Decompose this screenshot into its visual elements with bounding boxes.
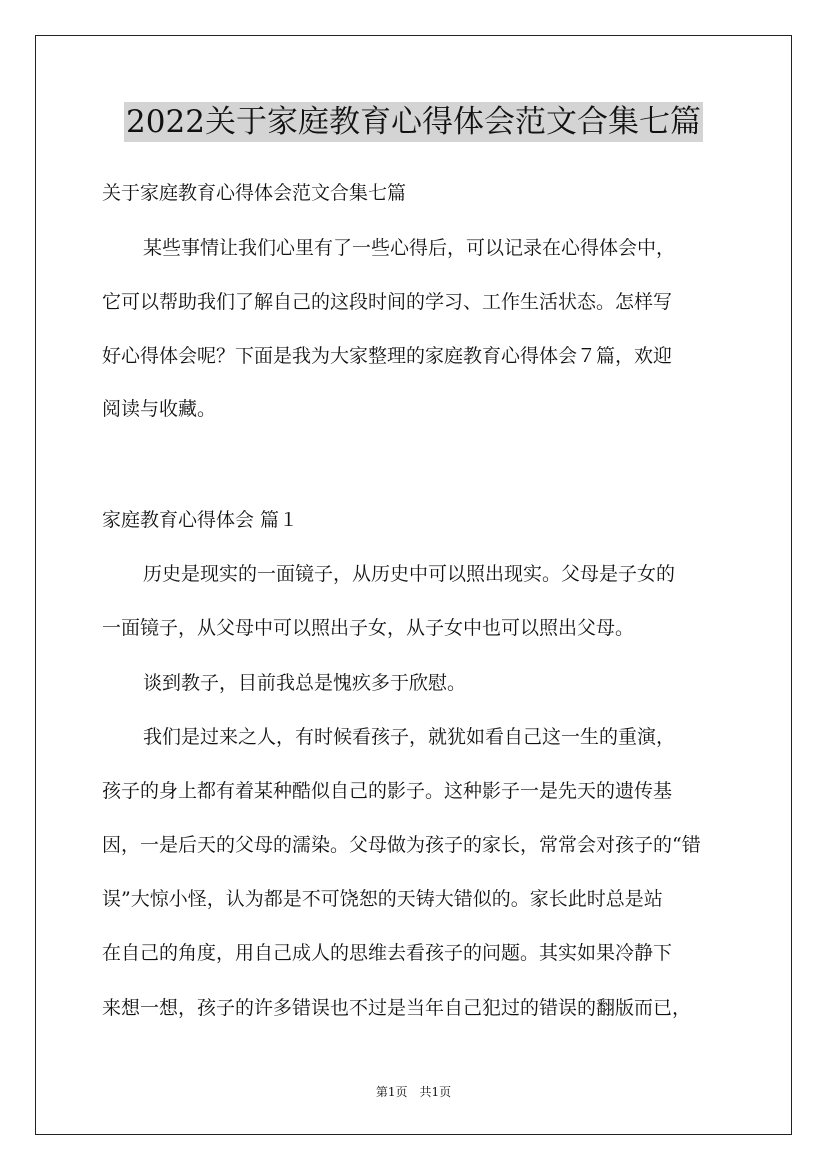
document-title: 2022关于家庭教育心得体会范文合集七篇 — [126, 104, 701, 140]
section-heading: 家庭教育心得体会 篇１ — [102, 509, 299, 531]
body-line: 一面镜子，从父母中可以照出子女，从子女中也可以照出父母。 — [102, 617, 635, 639]
body-line: 误”大惊小怪，认为都是不可饶恕的天铸大错似的。家长此时总是站 — [102, 888, 663, 910]
intro-line: 某些事情让我们心里有了一些心得后，可以记录在心得体会中， — [143, 237, 676, 259]
body-line: 来想一想，孩子的许多错误也不过是当年自己犯过的错误的翻版而已， — [102, 997, 692, 1019]
intro-line: 阅读与收藏。 — [102, 398, 217, 420]
body-line: 谈到教子，目前我总是愧疚多于欣慰。 — [143, 672, 467, 694]
body-line: 孩子的身上都有着某种酷似自己的影子。这种影子一是先天的遗传基 — [102, 780, 673, 802]
intro-line: 它可以帮助我们了解自己的这段时间的学习、工作生活状态。怎样写 — [102, 291, 673, 313]
body-line: 历史是现实的一面镜子，从历史中可以照出现实。父母是子女的 — [143, 563, 676, 585]
page-footer: 第1页 共1页 — [375, 1085, 452, 1099]
body-line: 因，一是后天的父母的濡染。父母做为孩子的家长，常常会对孩子的“错 — [102, 834, 701, 856]
title-container — [0, 102, 827, 142]
body-line: 在自己的角度，用自己成人的思维去看孩子的问题。其实如果冷静下 — [102, 942, 673, 964]
body-line: 我们是过来之人，有时候看孩子，就犹如看自己这一生的重演， — [143, 726, 676, 748]
intro-line: 好心得体会呢？下面是我为大家整理的家庭教育心得体会７篇，欢迎 — [102, 345, 673, 367]
document-subtitle: 关于家庭教育心得体会范文合集七篇 — [102, 182, 407, 204]
